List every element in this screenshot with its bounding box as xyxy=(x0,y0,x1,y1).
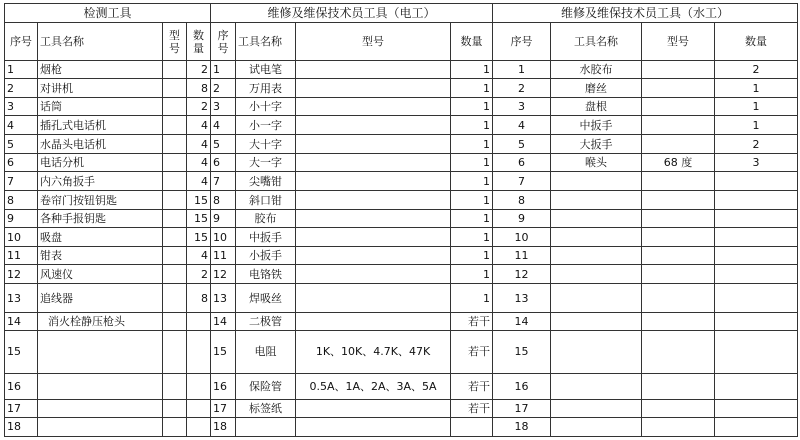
plumber-tool-model: 68 度 xyxy=(642,154,715,172)
seq-cell: 15 xyxy=(211,330,236,373)
inspection-tool-name: 电话分机 xyxy=(38,154,163,172)
plumber-tool-model xyxy=(642,228,715,247)
seq-cell: 11 xyxy=(211,247,236,265)
inspection-tool-model xyxy=(163,312,187,330)
plumber-tool-model xyxy=(642,135,715,154)
plumber-tool-qty: 2 xyxy=(715,61,798,79)
model-header: 型号 xyxy=(163,23,187,61)
electrician-tool-qty: 1 xyxy=(451,191,493,210)
electrician-tool-model xyxy=(296,228,451,247)
electrician-tool-name: 小扳手 xyxy=(236,247,296,265)
seq-cell: 5 xyxy=(5,135,38,154)
electrician-tool-model xyxy=(296,399,451,417)
seq-cell: 3 xyxy=(5,98,38,116)
electrician-tool-name: 胶布 xyxy=(236,210,296,228)
plumber-tool-model xyxy=(642,79,715,98)
plumber-tool-name xyxy=(551,172,642,191)
plumber-tool-name: 磨丝 xyxy=(551,79,642,98)
plumber-tool-qty xyxy=(715,399,798,417)
inspection-tool-model xyxy=(163,228,187,247)
seq-cell: 16 xyxy=(5,373,38,399)
plumber-tool-name: 大扳手 xyxy=(551,135,642,154)
plumber-tool-name xyxy=(551,265,642,284)
electrician-tool-model xyxy=(296,284,451,312)
plumber-tool-qty: 3 xyxy=(715,154,798,172)
model-header: 型号 xyxy=(296,23,451,61)
plumber-tool-name xyxy=(551,417,642,436)
plumber-tool-name: 盘根 xyxy=(551,98,642,116)
electrician-tool-model xyxy=(296,247,451,265)
column-header-row xyxy=(5,23,798,61)
electrician-tool-name: 中扳手 xyxy=(236,228,296,247)
seq-cell: 2 xyxy=(493,79,551,98)
plumber-tool-name: 水胶布 xyxy=(551,61,642,79)
seq-cell: 1 xyxy=(211,61,236,79)
inspection-tool-model xyxy=(163,135,187,154)
seq-cell: 15 xyxy=(493,330,551,373)
plumber-tool-qty xyxy=(715,417,798,436)
inspection-tool-model xyxy=(163,210,187,228)
seq-cell: 14 xyxy=(493,312,551,330)
plumber-tool-name xyxy=(551,330,642,373)
electrician-tool-name: 斜口钳 xyxy=(236,191,296,210)
electrician-tool-qty: 1 xyxy=(451,228,493,247)
seq-cell: 4 xyxy=(493,116,551,135)
plumber-tool-model xyxy=(642,172,715,191)
electrician-tool-name: 保险管 xyxy=(236,373,296,399)
table-row xyxy=(5,172,798,191)
electrician-tool-model xyxy=(296,154,451,172)
plumber-tool-qty xyxy=(715,284,798,312)
inspection-tool-name: 烟枪 xyxy=(38,61,163,79)
electrician-tool-name: 大十字 xyxy=(236,135,296,154)
plumber-tool-qty: 2 xyxy=(715,135,798,154)
table-row xyxy=(5,210,798,228)
inspection-tool-qty xyxy=(187,330,211,373)
plumber-tool-qty xyxy=(715,330,798,373)
inspection-tool-model xyxy=(163,98,187,116)
electrician-tool-name: 电阻 xyxy=(236,330,296,373)
inspection-tool-model xyxy=(163,61,187,79)
seq-cell: 15 xyxy=(5,330,38,373)
seq-cell: 12 xyxy=(211,265,236,284)
table-row xyxy=(5,399,798,417)
plumber-tool-name: 喉头 xyxy=(551,154,642,172)
inspection-tool-name xyxy=(38,373,163,399)
seq-cell: 18 xyxy=(211,417,236,436)
plumber-tool-model xyxy=(642,265,715,284)
seq-cell: 4 xyxy=(5,116,38,135)
seq-cell: 3 xyxy=(211,98,236,116)
inspection-tool-model xyxy=(163,373,187,399)
tool-name-header: 工具名称 xyxy=(38,23,163,61)
seq-cell: 4 xyxy=(211,116,236,135)
electrician-tool-name: 尖嘴钳 xyxy=(236,172,296,191)
electrician-tool-model xyxy=(296,417,451,436)
seq-cell: 18 xyxy=(493,417,551,436)
plumber-tool-model xyxy=(642,417,715,436)
table-row xyxy=(5,330,798,373)
electrician-tool-name: 焊吸丝 xyxy=(236,284,296,312)
seq-cell: 5 xyxy=(211,135,236,154)
plumber-tool-model xyxy=(642,373,715,399)
seq-cell: 1 xyxy=(493,61,551,79)
tool-table xyxy=(4,3,798,437)
plumber-tool-model xyxy=(642,116,715,135)
plumber-tool-qty xyxy=(715,172,798,191)
seq-cell: 13 xyxy=(493,284,551,312)
plumber-tool-name xyxy=(551,210,642,228)
inspection-tool-model xyxy=(163,191,187,210)
tool-name-header: 工具名称 xyxy=(551,23,642,61)
inspection-tool-name xyxy=(38,399,163,417)
inspection-tool-model xyxy=(163,330,187,373)
electrician-tool-name: 标签纸 xyxy=(236,399,296,417)
electrician-tool-name: 万用表 xyxy=(236,79,296,98)
electrician-tool-qty: 1 xyxy=(451,172,493,191)
electrician-tool-qty: 1 xyxy=(451,98,493,116)
plumber-tool-qty: 1 xyxy=(715,79,798,98)
electrician-tool-name: 电铬铁 xyxy=(236,265,296,284)
group-title-electrician: 维修及维保技术员工具（电工） xyxy=(211,4,493,23)
electrician-tool-qty: 1 xyxy=(451,265,493,284)
inspection-tool-model xyxy=(163,247,187,265)
seq-cell: 6 xyxy=(211,154,236,172)
inspection-tool-qty: 15 xyxy=(187,191,211,210)
seq-cell: 13 xyxy=(5,284,38,312)
inspection-tool-qty: 4 xyxy=(187,135,211,154)
group-header-row xyxy=(5,4,798,23)
table-row xyxy=(5,284,798,312)
electrician-tool-model xyxy=(296,172,451,191)
inspection-tool-qty: 15 xyxy=(187,228,211,247)
inspection-tool-qty: 15 xyxy=(187,210,211,228)
inspection-tool-qty: 4 xyxy=(187,172,211,191)
inspection-tool-name xyxy=(38,417,163,436)
plumber-tool-qty: 1 xyxy=(715,98,798,116)
inspection-tool-name: 各种手报钥匙 xyxy=(38,210,163,228)
seq-cell: 17 xyxy=(211,399,236,417)
plumber-tool-name xyxy=(551,228,642,247)
seq-cell: 16 xyxy=(493,373,551,399)
table-row xyxy=(5,61,798,79)
inspection-tool-name: 话筒 xyxy=(38,98,163,116)
inspection-tool-qty xyxy=(187,417,211,436)
qty-header: 数量 xyxy=(715,23,798,61)
seq-cell: 8 xyxy=(5,191,38,210)
seq-cell: 12 xyxy=(5,265,38,284)
electrician-tool-qty: 若干 xyxy=(451,373,493,399)
plumber-tool-name xyxy=(551,247,642,265)
seq-cell: 18 xyxy=(5,417,38,436)
electrician-tool-name: 小一字 xyxy=(236,116,296,135)
plumber-tool-name xyxy=(551,284,642,312)
plumber-tool-model xyxy=(642,312,715,330)
plumber-tool-name xyxy=(551,399,642,417)
plumber-tool-model xyxy=(642,210,715,228)
electrician-tool-qty: 1 xyxy=(451,247,493,265)
electrician-tool-qty: 若干 xyxy=(451,330,493,373)
inspection-tool-qty: 4 xyxy=(187,247,211,265)
inspection-tool-name: 对讲机 xyxy=(38,79,163,98)
tool-name-header: 工具名称 xyxy=(236,23,296,61)
seq-cell: 3 xyxy=(493,98,551,116)
inspection-tool-name: 追线器 xyxy=(38,284,163,312)
group-title-plumber: 维修及维保技术员工具（水工） xyxy=(493,4,798,23)
inspection-tool-model xyxy=(163,116,187,135)
inspection-tool-qty: 2 xyxy=(187,98,211,116)
electrician-tool-model xyxy=(296,191,451,210)
plumber-tool-name xyxy=(551,373,642,399)
table-row xyxy=(5,79,798,98)
seq-cell: 7 xyxy=(5,172,38,191)
table-row xyxy=(5,135,798,154)
seq-cell: 6 xyxy=(5,154,38,172)
inspection-tool-name: 内六角扳手 xyxy=(38,172,163,191)
plumber-tool-model xyxy=(642,98,715,116)
seq-cell: 14 xyxy=(211,312,236,330)
electrician-tool-qty: 若干 xyxy=(451,312,493,330)
electrician-tool-model xyxy=(296,265,451,284)
table-row xyxy=(5,116,798,135)
electrician-tool-model: 0.5A、1A、2A、3A、5A xyxy=(296,373,451,399)
seq-cell: 9 xyxy=(493,210,551,228)
plumber-tool-qty xyxy=(715,265,798,284)
electrician-tool-model xyxy=(296,79,451,98)
inspection-tool-model xyxy=(163,154,187,172)
seq-cell: 10 xyxy=(5,228,38,247)
inspection-tool-qty: 4 xyxy=(187,116,211,135)
plumber-tool-model xyxy=(642,61,715,79)
seq-cell: 2 xyxy=(5,79,38,98)
table-row xyxy=(5,228,798,247)
plumber-tool-name xyxy=(551,312,642,330)
group-title-inspection: 检测工具 xyxy=(5,4,211,23)
inspection-tool-name: 风速仪 xyxy=(38,265,163,284)
inspection-tool-name: 钳表 xyxy=(38,247,163,265)
inspection-tool-name: 水晶头电话机 xyxy=(38,135,163,154)
plumber-tool-name: 中扳手 xyxy=(551,116,642,135)
seq-cell: 1 xyxy=(5,61,38,79)
seq-cell: 17 xyxy=(493,399,551,417)
electrician-tool-qty: 1 xyxy=(451,116,493,135)
seq-cell: 5 xyxy=(493,135,551,154)
table-row xyxy=(5,265,798,284)
plumber-tool-qty xyxy=(715,247,798,265)
inspection-tool-model xyxy=(163,172,187,191)
plumber-tool-name xyxy=(551,191,642,210)
inspection-tool-qty xyxy=(187,373,211,399)
seq-cell: 2 xyxy=(211,79,236,98)
electrician-tool-model xyxy=(296,116,451,135)
qty-header: 数量 xyxy=(451,23,493,61)
inspection-tool-model xyxy=(163,417,187,436)
electrician-tool-name: 二极管 xyxy=(236,312,296,330)
inspection-tool-name xyxy=(38,330,163,373)
electrician-tool-name: 大一字 xyxy=(236,154,296,172)
seq-cell: 10 xyxy=(211,228,236,247)
plumber-tool-model xyxy=(642,399,715,417)
table-row xyxy=(5,373,798,399)
model-header: 型号 xyxy=(642,23,715,61)
seq-header: 序号 xyxy=(5,23,38,61)
seq-cell: 12 xyxy=(493,265,551,284)
table-row xyxy=(5,98,798,116)
inspection-tool-model xyxy=(163,284,187,312)
electrician-tool-qty: 1 xyxy=(451,284,493,312)
seq-cell: 11 xyxy=(5,247,38,265)
electrician-tool-qty: 1 xyxy=(451,61,493,79)
electrician-tool-model xyxy=(296,210,451,228)
seq-cell: 8 xyxy=(211,191,236,210)
inspection-tool-qty: 8 xyxy=(187,284,211,312)
seq-cell: 14 xyxy=(5,312,38,330)
electrician-tool-qty xyxy=(451,417,493,436)
qty-header: 数量 xyxy=(187,23,211,61)
electrician-tool-qty: 1 xyxy=(451,79,493,98)
table-row xyxy=(5,417,798,436)
inspection-tool-model xyxy=(163,399,187,417)
inspection-tool-qty: 8 xyxy=(187,79,211,98)
electrician-tool-qty: 若干 xyxy=(451,399,493,417)
seq-cell: 7 xyxy=(493,172,551,191)
electrician-tool-name: 小十字 xyxy=(236,98,296,116)
plumber-tool-model xyxy=(642,247,715,265)
plumber-tool-qty xyxy=(715,210,798,228)
electrician-tool-qty: 1 xyxy=(451,135,493,154)
plumber-tool-qty: 1 xyxy=(715,116,798,135)
seq-cell: 7 xyxy=(211,172,236,191)
electrician-tool-name xyxy=(236,417,296,436)
inspection-tool-name: 吸盘 xyxy=(38,228,163,247)
inspection-tool-name: 插孔式电话机 xyxy=(38,116,163,135)
electrician-tool-name: 试电笔 xyxy=(236,61,296,79)
plumber-tool-qty xyxy=(715,228,798,247)
plumber-tool-model xyxy=(642,284,715,312)
plumber-tool-model xyxy=(642,330,715,373)
electrician-tool-qty: 1 xyxy=(451,210,493,228)
inspection-tool-qty xyxy=(187,312,211,330)
inspection-tool-qty: 2 xyxy=(187,265,211,284)
plumber-tool-qty xyxy=(715,191,798,210)
seq-cell: 13 xyxy=(211,284,236,312)
seq-cell: 17 xyxy=(5,399,38,417)
seq-cell: 9 xyxy=(211,210,236,228)
inspection-tool-qty xyxy=(187,399,211,417)
seq-header: 序号 xyxy=(493,23,551,61)
table-row xyxy=(5,247,798,265)
inspection-tool-qty: 4 xyxy=(187,154,211,172)
electrician-tool-model xyxy=(296,98,451,116)
table-row xyxy=(5,312,798,330)
seq-cell: 11 xyxy=(493,247,551,265)
inspection-tool-qty: 2 xyxy=(187,61,211,79)
seq-cell: 10 xyxy=(493,228,551,247)
plumber-tool-model xyxy=(642,191,715,210)
electrician-tool-model: 1K、10K、4.7K、47K xyxy=(296,330,451,373)
plumber-tool-qty xyxy=(715,373,798,399)
seq-cell: 16 xyxy=(211,373,236,399)
electrician-tool-qty: 1 xyxy=(451,154,493,172)
plumber-tool-qty xyxy=(715,312,798,330)
seq-cell: 8 xyxy=(493,191,551,210)
inspection-tool-model xyxy=(163,265,187,284)
inspection-tool-name: 卷帘门按钮钥匙 xyxy=(38,191,163,210)
tool-inventory-sheet xyxy=(4,3,797,437)
electrician-tool-model xyxy=(296,135,451,154)
electrician-tool-model xyxy=(296,312,451,330)
inspection-tool-name: 消火栓静压枪头 xyxy=(38,312,163,330)
seq-cell: 6 xyxy=(493,154,551,172)
seq-cell: 9 xyxy=(5,210,38,228)
seq-header: 序号 xyxy=(211,23,236,61)
inspection-tool-model xyxy=(163,79,187,98)
table-row xyxy=(5,154,798,172)
table-row xyxy=(5,191,798,210)
electrician-tool-model xyxy=(296,61,451,79)
